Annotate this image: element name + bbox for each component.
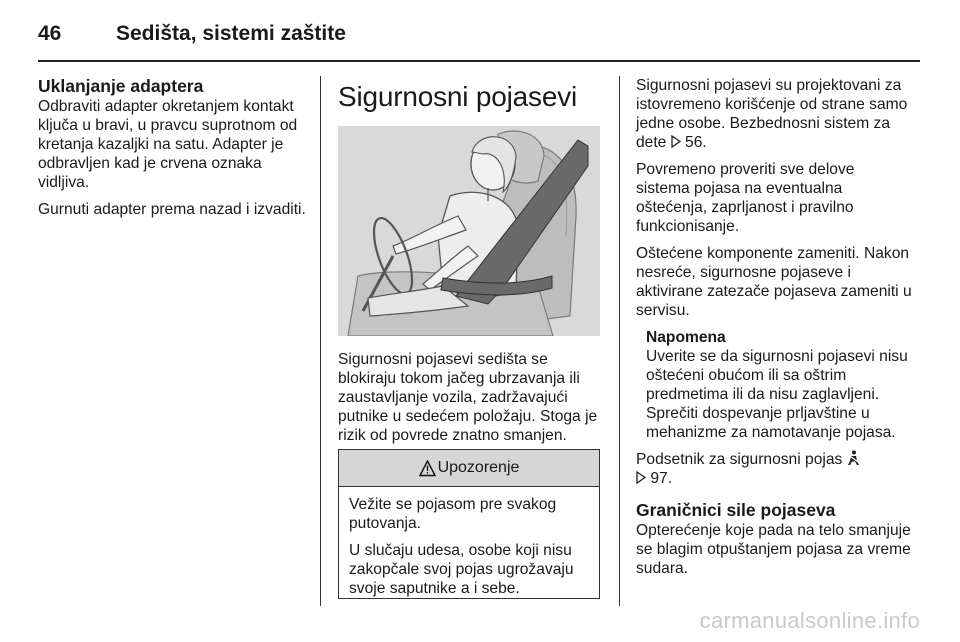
warning-header [339,450,599,487]
page-number: 46 [38,22,62,45]
column-divider-2 [619,76,620,606]
right-column [636,76,912,586]
belt-reminder-text: Podsetnik za sigurnosni pojas [636,451,843,468]
page-header [38,18,920,58]
warning-box [338,449,600,599]
middle-column [338,76,604,114]
warning-body [339,487,599,614]
right-paragraph-1-text: Sigurnosni pojasevi su projektovani za istovremeno korišćenje od strane samo jedne osobe. Bezbednosni sistem za dete [636,77,908,151]
belt-reminder-paragraph [636,450,912,488]
seatbelt-illustration-image [338,126,600,336]
adapter-paragraph-1: Odbraviti adapter okretanjem kontakt ključa u bravi, u pravcu suprotnom od kretanja kazaljki na satu. Adapter je odbravljen kad je crvena oznaka vidljiva. [38,98,298,191]
belt-force-limiters-paragraph: Opterećenje koje pada na telo smanjuje se blagim otpuštanjem pojasa za vreme sudara. [636,522,911,577]
right-paragraph-2: Povremeno proveriti sve delove sistema pojasa na eventualna oštećenja, zaprljanost i pravilno funkcionisanje. [636,161,855,235]
note-block [646,328,912,442]
warning-label: Upozorenje [437,459,520,476]
belt-reminder-ref: 97. [650,470,673,487]
seatbelt-illustration [338,126,600,336]
note-title: Napomena [646,329,726,346]
seatbelt-intro-paragraph: Sigurnosni pojasevi sedišta se blokiraju tokom jačeg ubrzavanja ili zaustavljanje vozila, zadržavajući putnike u sedećem položaju. Stoga je rizik od povrede znatno smanjen. [338,351,598,444]
chapter-title: Sedišta, sistemi zaštite [116,22,346,45]
seatbelt-reminder-icon [847,450,860,466]
column-divider-1 [320,76,321,606]
warning-triangle-icon [419,460,436,477]
belt-force-limiters-heading: Graničnici sile pojaseva [636,500,836,520]
warning-paragraph-2: U slučaju udesa, osobe koji nisu zakopčale svoj pojas ugrožavaju svoje saputnike a i sebe. [349,542,574,597]
cross-reference-arrow-icon [671,135,681,148]
right-paragraph-1-ref: 56. [685,134,707,151]
right-paragraph-3: Oštećene komponente zameniti. Nakon nesreće, sigurnosne pojaseve i aktivirane zatezače pojaseva zameniti u servisu. [636,245,912,319]
warning-paragraph-1: Vežite se pojasom pre svakog putovanja. [349,496,557,532]
left-column [38,76,306,227]
header-rule [38,60,920,62]
watermark: carmanualsonline.info [699,608,920,633]
adapter-paragraph-2: Gurnuti adapter prema nazad i izvaditi. [38,201,306,218]
note-body: Uverite se da sigurnosni pojasevi nisu oštećeni obućom ili sa oštrim predmetima ili da nisu zaglavljeni. Sprečiti dospevanje prljavštine u mehanizme za namotavanje pojasa. [646,348,908,441]
right-paragraph-1 [636,76,912,152]
section-title: Sigurnosni pojasevi [338,81,578,112]
cross-reference-arrow-icon [636,471,646,484]
adapter-removal-heading: Uklanjanje adaptera [38,76,204,96]
